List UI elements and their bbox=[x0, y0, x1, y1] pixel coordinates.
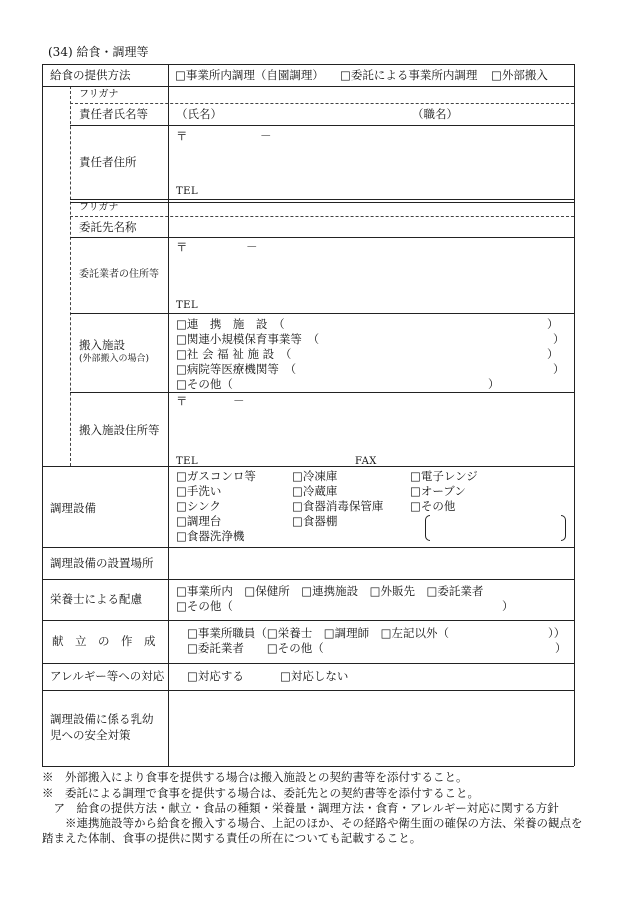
manager-furigana-label: フリガナ bbox=[79, 89, 119, 100]
manager-tel-label: TEL bbox=[176, 186, 199, 197]
section-title: (34) 給食・調理等 bbox=[48, 45, 149, 59]
menu-contractor-options[interactable]: □委託業者 □その他（ bbox=[187, 641, 324, 655]
delivery-option-welfare[interactable]: □社 会 福 祉 施 設 （ bbox=[176, 347, 292, 361]
delivery-address-label: 搬入施設住所等 bbox=[79, 423, 160, 437]
delivery-fax-label: FAX bbox=[355, 456, 377, 467]
equipment-oven[interactable]: □オーブン bbox=[410, 484, 466, 498]
delivery-option-small-scale[interactable]: □関連小規模保育事業等 （ bbox=[176, 332, 320, 346]
manager-title-field[interactable]: （職名） bbox=[412, 107, 458, 121]
note-external-contract: ※ 外部搬入により食事を提供する場合は搬入施設との契約書等を添付すること。 bbox=[42, 770, 468, 784]
menu-staff-close: ）） bbox=[548, 626, 566, 640]
note-policy-item: ア 給食の提供方法・献立・食品の種類・栄養量・調理方法・食育・アレルギー対応に関する方針 bbox=[42, 801, 559, 815]
contractor-address-label: 委託業者の住所等 bbox=[79, 269, 159, 280]
contractor-name-label: 委託先名称 bbox=[79, 220, 137, 234]
nutritionist-options[interactable]: □事業所内 □保健所 □連携施設 □外販先 □委託業者 bbox=[176, 584, 484, 598]
equipment-counter[interactable]: □調理台 bbox=[176, 514, 222, 528]
note-policy-detail-line1: ※連携施設等から給食を搬入する場合、上記のほか、その経路や衛生面の確保の方法、栄養の観点を bbox=[42, 816, 583, 830]
manager-address-label: 責任者住所 bbox=[79, 155, 137, 169]
delivery-option-small-scale-close: ） bbox=[553, 332, 565, 346]
equipment-microwave[interactable]: □電子レンジ bbox=[410, 469, 478, 483]
equipment-label: 調理設備 bbox=[50, 501, 96, 515]
delivery-option-medical[interactable]: □病院等医療機関等 （ bbox=[176, 362, 297, 376]
delivery-tel-label: TEL bbox=[176, 456, 199, 467]
note-contracted-contract: ※ 委託による調理で食事を提供する場合は、委託先との契約書等を添付すること。 bbox=[42, 786, 479, 800]
equipment-dishwasher[interactable]: □食器洗浄機 bbox=[176, 529, 245, 543]
provision-label: 給食の提供方法 bbox=[50, 68, 131, 82]
allergy-option-no[interactable]: □対応しない bbox=[280, 669, 349, 683]
contractor-tel-label: TEL bbox=[176, 300, 199, 311]
delivery-option-other[interactable]: □その他（ bbox=[176, 377, 233, 391]
equipment-gas-stove[interactable]: □ガスコンロ等 bbox=[176, 469, 256, 483]
safety-label-line2: 児への安全対策 bbox=[50, 728, 131, 742]
equipment-other-bracket-left bbox=[425, 515, 430, 541]
menu-contractor-close: ） bbox=[555, 641, 567, 655]
delivery-option-welfare-close: ） bbox=[547, 347, 559, 361]
delivery-sublabel: (外部搬入の場合) bbox=[79, 354, 150, 364]
equipment-dish-sterilizer[interactable]: □食器消毒保管庫 bbox=[292, 499, 384, 513]
provision-option-in-house[interactable]: □事業所内調理（自園調理） bbox=[175, 68, 324, 82]
note-policy-detail-line2: 踏まえた体制、食事の提供に関する責任の所在についても記載すること。 bbox=[42, 831, 422, 845]
menu-label: 献 立 の 作 成 bbox=[52, 634, 156, 648]
equipment-freezer[interactable]: □冷凍庫 bbox=[292, 469, 338, 483]
manager-postal-dash: － bbox=[260, 129, 272, 143]
delivery-option-other-close: ） bbox=[488, 377, 500, 391]
equipment-hand-wash[interactable]: □手洗い bbox=[176, 484, 222, 498]
provision-option-contracted[interactable]: □委託による事業所内調理 bbox=[340, 68, 478, 82]
delivery-option-medical-close: ） bbox=[553, 362, 565, 376]
equipment-sink[interactable]: □シンク bbox=[176, 499, 221, 513]
delivery-option-linked-close: ） bbox=[547, 317, 559, 331]
contractor-furigana-label: フリガナ bbox=[79, 202, 119, 213]
equipment-cupboard[interactable]: □食器棚 bbox=[292, 514, 338, 528]
allergy-option-yes[interactable]: □対応する bbox=[187, 669, 244, 683]
safety-label-line1: 調理設備に係る乳幼 bbox=[50, 712, 154, 726]
contractor-postal-dash: － bbox=[246, 240, 258, 254]
delivery-postal-mark: 〒 bbox=[176, 394, 188, 408]
contractor-postal-mark: 〒 bbox=[176, 240, 188, 254]
provision-option-external[interactable]: □外部搬入 bbox=[491, 68, 548, 82]
delivery-postal-dash: － bbox=[233, 394, 245, 408]
nutritionist-other-close: ） bbox=[502, 599, 514, 613]
delivery-label: 搬入施設 bbox=[79, 338, 125, 352]
equipment-refrigerator[interactable]: □冷蔵庫 bbox=[292, 484, 338, 498]
delivery-option-linked[interactable]: □連 携 施 設 （ bbox=[176, 317, 285, 331]
equipment-location-label: 調理設備の設置場所 bbox=[50, 556, 154, 570]
nutritionist-other[interactable]: □その他（ bbox=[176, 599, 233, 613]
nutritionist-label: 栄養士による配慮 bbox=[50, 592, 142, 606]
equipment-other-bracket-right bbox=[561, 515, 566, 541]
manager-name-field[interactable]: （氏名） bbox=[176, 107, 222, 121]
menu-staff-options[interactable]: □事業所職員（□栄養士 □調理師 □左記以外（ bbox=[187, 626, 449, 640]
equipment-other[interactable]: □その他 bbox=[410, 499, 456, 513]
allergy-label: アレルギー等への対応 bbox=[50, 669, 165, 683]
manager-postal-mark: 〒 bbox=[176, 129, 188, 143]
manager-name-label: 責任者氏名等 bbox=[79, 107, 148, 121]
